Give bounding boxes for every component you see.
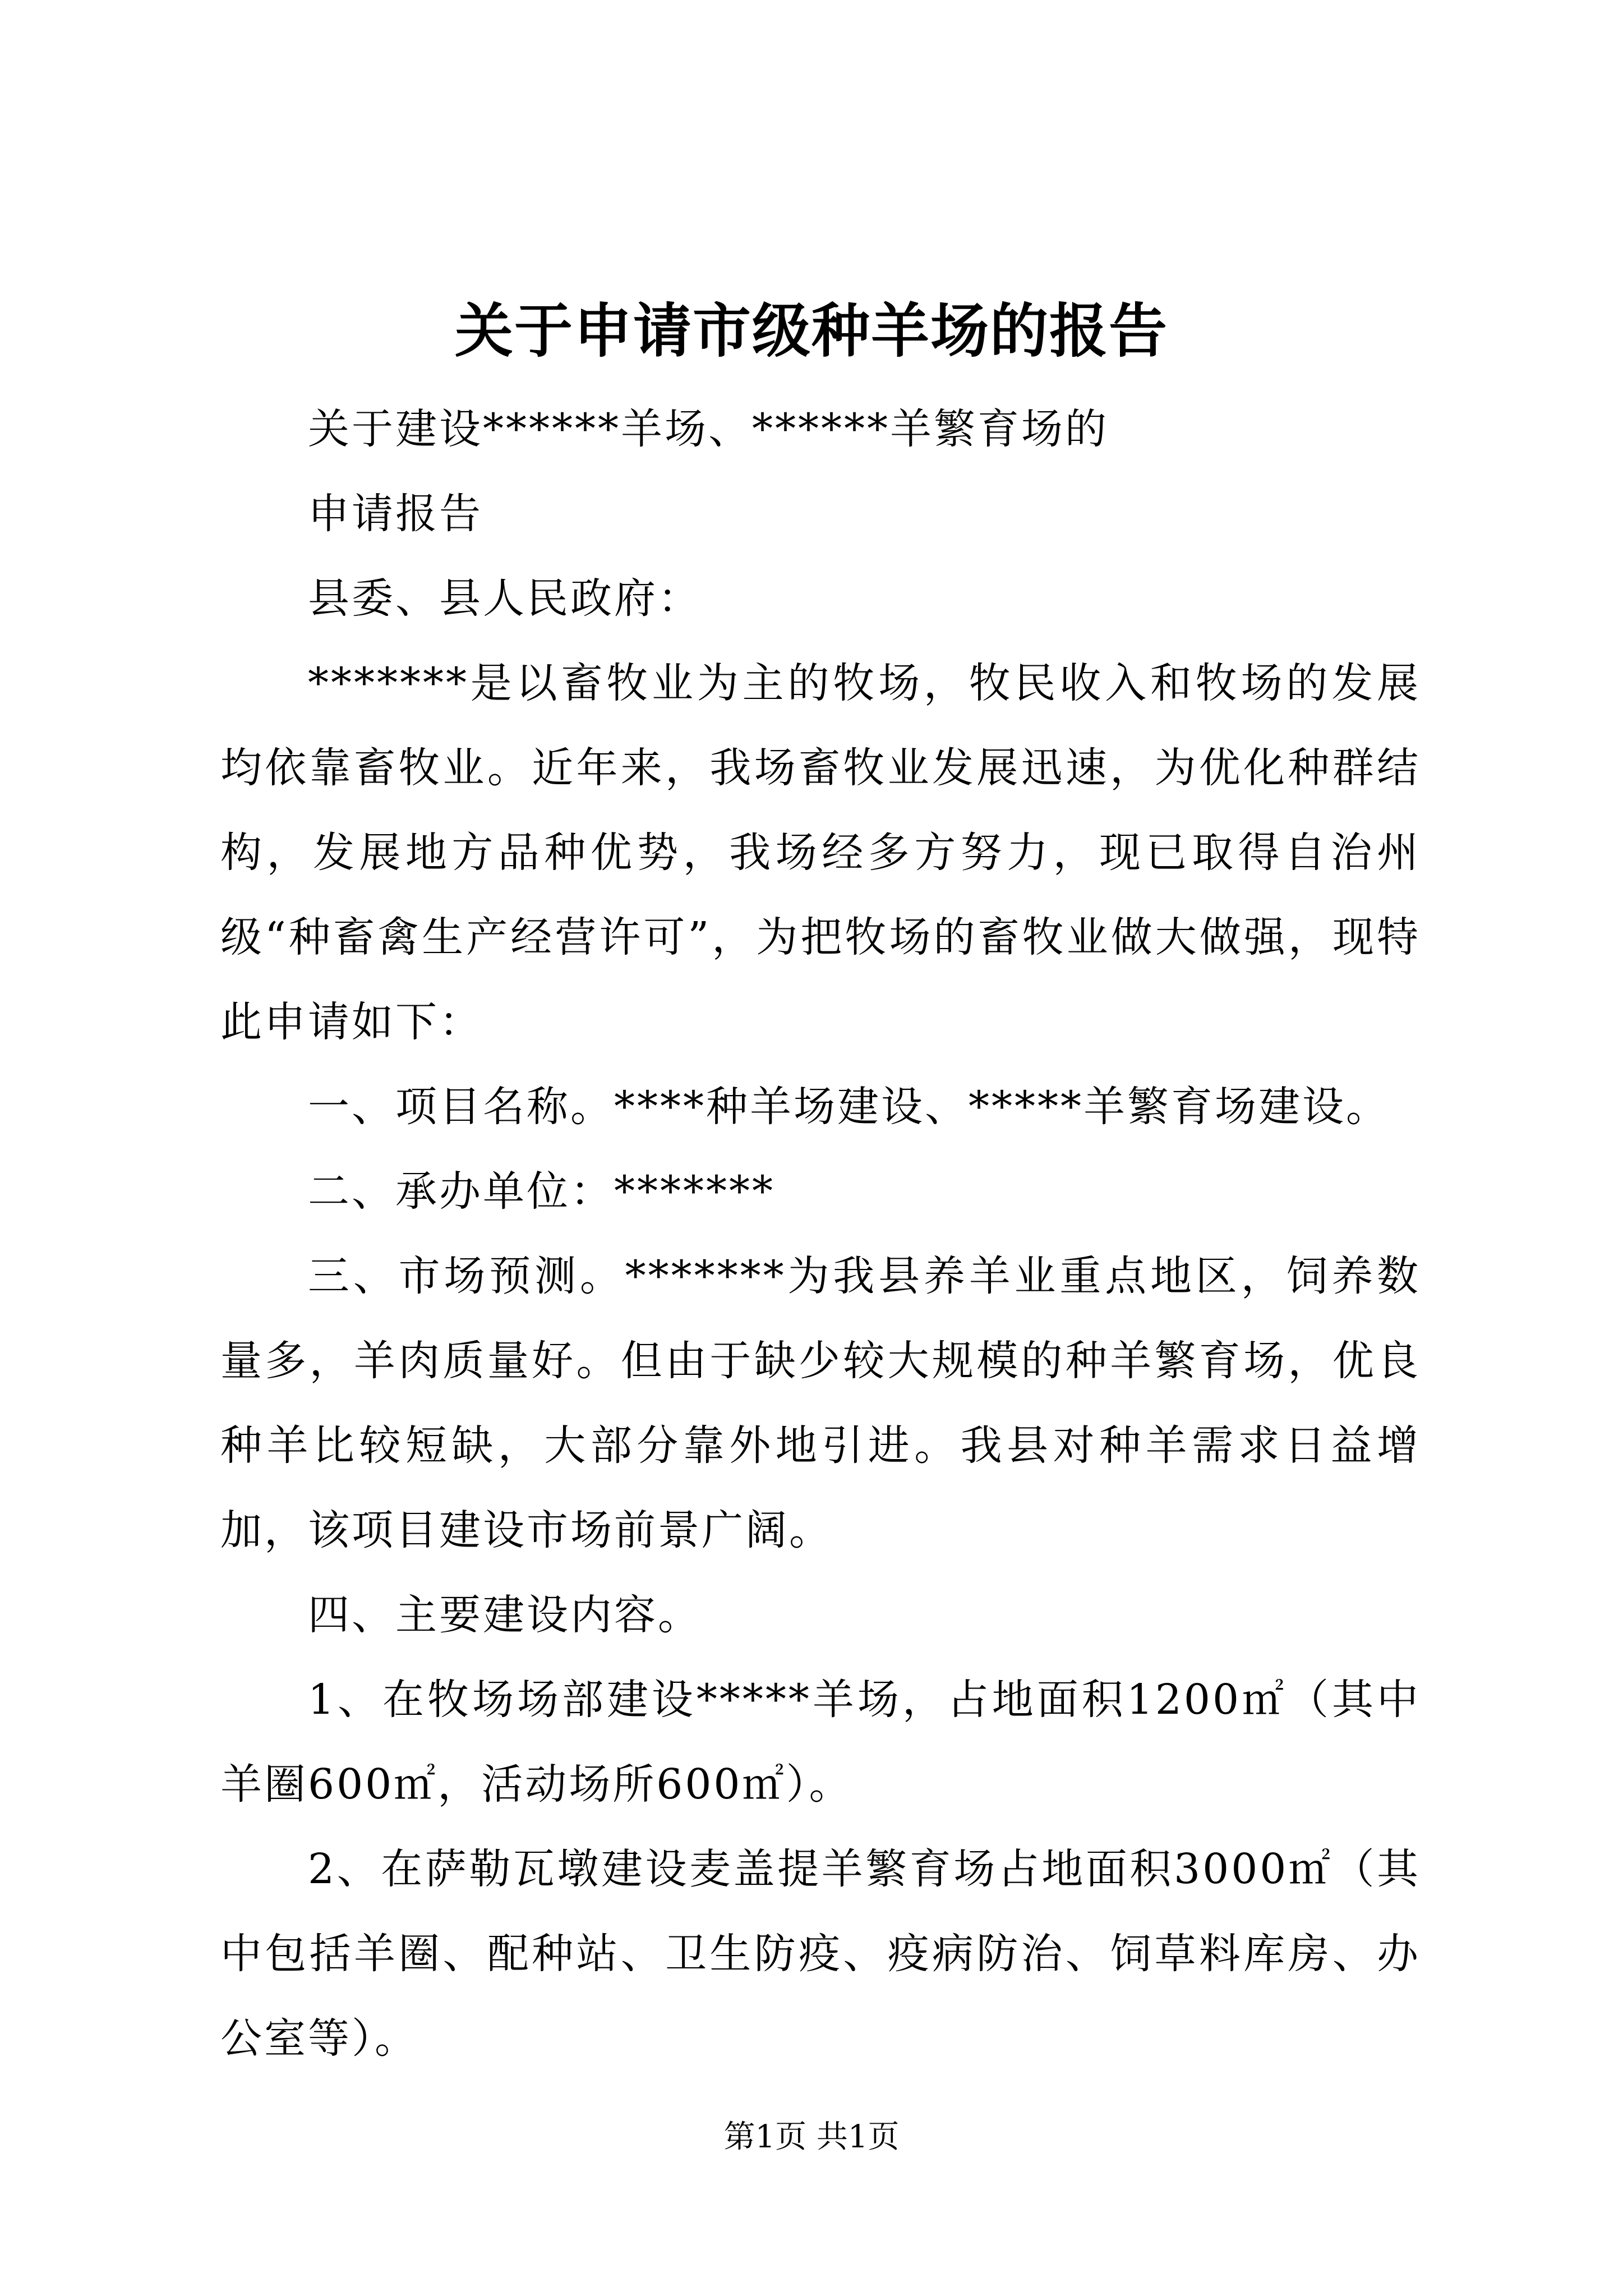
- paragraph-subtitle-line-1: 关于建设******羊场、******羊繁育场的: [308, 405, 1109, 453]
- page-footer: 第1页 共1页: [723, 2119, 900, 2155]
- paragraph-construction-item-1: 1、在牧场场部建设*****羊场，占地面积1200㎡（其中羊圈600㎡，活动场所600㎡）。: [220, 1676, 1421, 1809]
- paragraph-construction-heading: 四、主要建设内容。: [308, 1591, 702, 1639]
- paragraph-project-name: 一、项目名称。****种羊场建设、*****羊繁育场建设。: [308, 1083, 1390, 1131]
- paragraph-organizer: 二、承办单位：*******: [308, 1167, 775, 1216]
- paragraph-salutation: 县委、县人民政府：: [308, 574, 702, 623]
- paragraph-market-forecast: 三、市场预测。*******为我县养羊业重点地区，饲养数量多，羊肉质量好。但由于缺少较大规模的种羊繁育场，优良种羊比较短缺，大部分靠外地引进。我县对种羊需求日益增加，该项目建设市场前景广阔。: [220, 1252, 1421, 1554]
- paragraph-construction-item-2: 2、在萨勒瓦墩建设麦盖提羊繁育场占地面积3000㎡（其中包括羊圈、配种站、卫生防疫、疫病防治、饲草料库房、办公室等）。: [220, 1845, 1421, 2063]
- document-title: 关于申请市级种羊场的报告: [454, 296, 1168, 365]
- paragraph-subtitle-line-2: 申请报告: [308, 490, 483, 538]
- document-body: [220, 387, 1421, 2081]
- paragraph-introduction: *******是以畜牧业为主的牧场，牧民收入和牧场的发展均依靠畜牧业。近年来，我场畜牧业发展迅速，为优化种群结构，发展地方品种优势，我场经多方努力，现已取得自治州级“种畜禽生产经营许可”，为把牧场的畜牧业做大做强，现特此申请如下：: [220, 659, 1421, 1046]
